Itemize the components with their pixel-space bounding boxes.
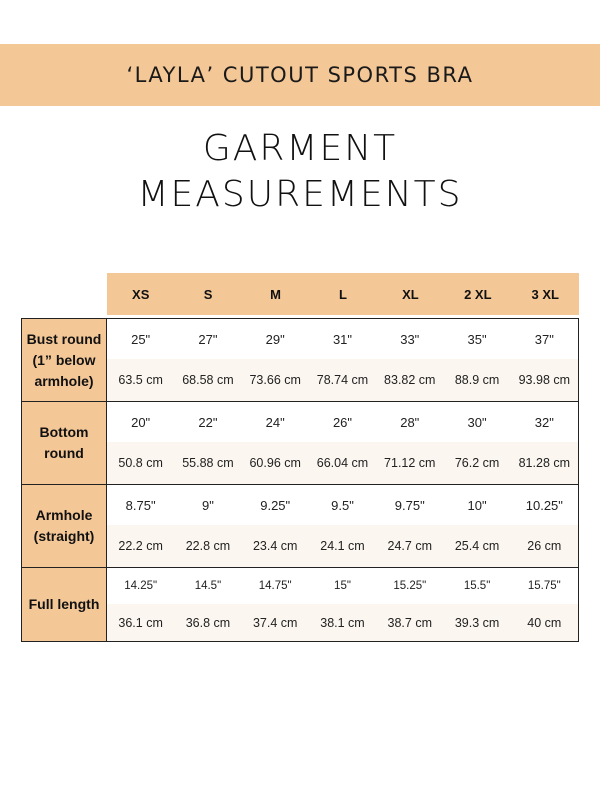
size-header-row (107, 273, 579, 315)
value-cell: 93.98 cm (518, 373, 571, 387)
value-cell: 14.75" (258, 580, 292, 592)
value-cell: 30" (467, 414, 487, 430)
size-header-m: M (270, 286, 281, 302)
size-header-3xl: 3 XL (531, 286, 559, 302)
value-cell: 37.4 cm (252, 615, 298, 630)
value-cell: 83.82 cm (384, 373, 436, 387)
row-label-line: (1” below (32, 351, 96, 368)
value-cell: 55.88 cm (182, 456, 234, 470)
value-cell: 78.74 cm (316, 373, 369, 387)
inches-row (107, 485, 578, 525)
value-cell: 71.12 cm (384, 456, 436, 470)
value-cell: 38.1 cm (320, 615, 365, 630)
row-label-bust (22, 319, 107, 401)
size-header-xs: XS (132, 286, 150, 302)
value-cell: 14.25" (124, 580, 158, 592)
value-cell: 39.3 cm (454, 615, 500, 630)
cm-row (107, 604, 578, 641)
value-cell: 66.04 cm (316, 456, 369, 470)
measurement-group-bust (22, 319, 578, 402)
value-cell: 9.5" (331, 497, 354, 513)
value-cell: 60.96 cm (249, 456, 301, 470)
value-cell: 15.25" (393, 580, 427, 592)
row-label-line: armhole) (34, 372, 94, 389)
value-cell: 8.75" (125, 497, 156, 513)
value-cell: 15.5" (463, 580, 491, 592)
size-header-xl: XL (402, 286, 419, 302)
measurement-group-full-length (22, 568, 578, 641)
value-cell: 31" (332, 331, 353, 347)
value-cell: 27" (198, 331, 218, 347)
value-cell: 22.2 cm (118, 539, 163, 553)
row-label-line: Bottom (39, 424, 89, 440)
value-cell: 33" (400, 331, 420, 347)
row-label-armhole (22, 485, 107, 567)
size-header-l: L (339, 286, 347, 302)
row-label-full-length (22, 568, 107, 641)
value-cell: 29" (265, 331, 285, 347)
value-cell: 50.8 cm (118, 456, 163, 470)
value-cell: 9.25" (260, 497, 291, 513)
value-cell: 14.5" (194, 580, 222, 592)
value-cell: 36.8 cm (185, 615, 231, 630)
size-header-s: S (203, 286, 213, 302)
row-label-line: round (44, 445, 84, 461)
size-header-2xl: 2 XL (464, 286, 492, 302)
cm-row (107, 525, 578, 567)
row-label-line: Full length (28, 596, 100, 612)
value-cell: 24.7 cm (387, 539, 432, 553)
value-cell: 63.5 cm (118, 373, 163, 387)
value-cell: 10" (467, 497, 487, 513)
value-cell: 25" (131, 331, 151, 347)
value-cell: 23.4 cm (252, 539, 298, 553)
value-cell: 26" (332, 414, 353, 430)
row-label-line: Armhole (35, 507, 93, 523)
measurement-group-armhole (22, 485, 578, 568)
value-cell: 22" (198, 414, 218, 430)
value-cell: 24.1 cm (320, 539, 365, 553)
measurement-group-bottom (22, 402, 578, 485)
value-cell: 32" (534, 414, 554, 430)
value-cell: 9.75" (394, 497, 425, 513)
title-banner (0, 44, 600, 106)
value-cell: 88.9 cm (454, 373, 500, 387)
value-cell: 28" (400, 414, 420, 430)
value-cell: 24" (265, 414, 285, 430)
inches-row (107, 319, 578, 359)
value-cell: 37" (534, 331, 554, 347)
product-title: ‘LAYLA’ CUTOUT SPORTS BRA (126, 63, 474, 87)
inches-row (107, 402, 578, 442)
value-cell: 25.4 cm (454, 539, 500, 553)
row-label-line: Bust round (26, 330, 102, 347)
value-cell: 20" (131, 414, 151, 430)
value-cell: 81.28 cm (518, 456, 571, 470)
value-cell: 38.7 cm (387, 615, 432, 630)
value-cell: 9" (201, 497, 214, 513)
value-cell: 35" (467, 331, 487, 347)
inches-row (107, 568, 578, 604)
cm-row (107, 359, 578, 401)
measurement-table (21, 318, 579, 642)
heading-line-2: MEASUREMENTS (137, 174, 463, 215)
value-cell: 73.66 cm (249, 373, 301, 387)
row-label-line: (straight) (33, 528, 95, 544)
value-cell: 36.1 cm (118, 615, 163, 630)
value-cell: 40 cm (527, 615, 562, 630)
page-heading (0, 126, 600, 218)
cm-row (107, 442, 578, 484)
value-cell: 15.75" (527, 580, 561, 592)
value-cell: 15" (334, 580, 351, 592)
heading-line-1: GARMENT (202, 128, 398, 169)
value-cell: 76.2 cm (454, 456, 500, 470)
value-cell: 10.25" (525, 497, 563, 513)
value-cell: 22.8 cm (185, 539, 231, 553)
value-cell: 68.58 cm (182, 373, 234, 387)
row-label-bottom (22, 402, 107, 484)
value-cell: 26 cm (527, 539, 562, 553)
